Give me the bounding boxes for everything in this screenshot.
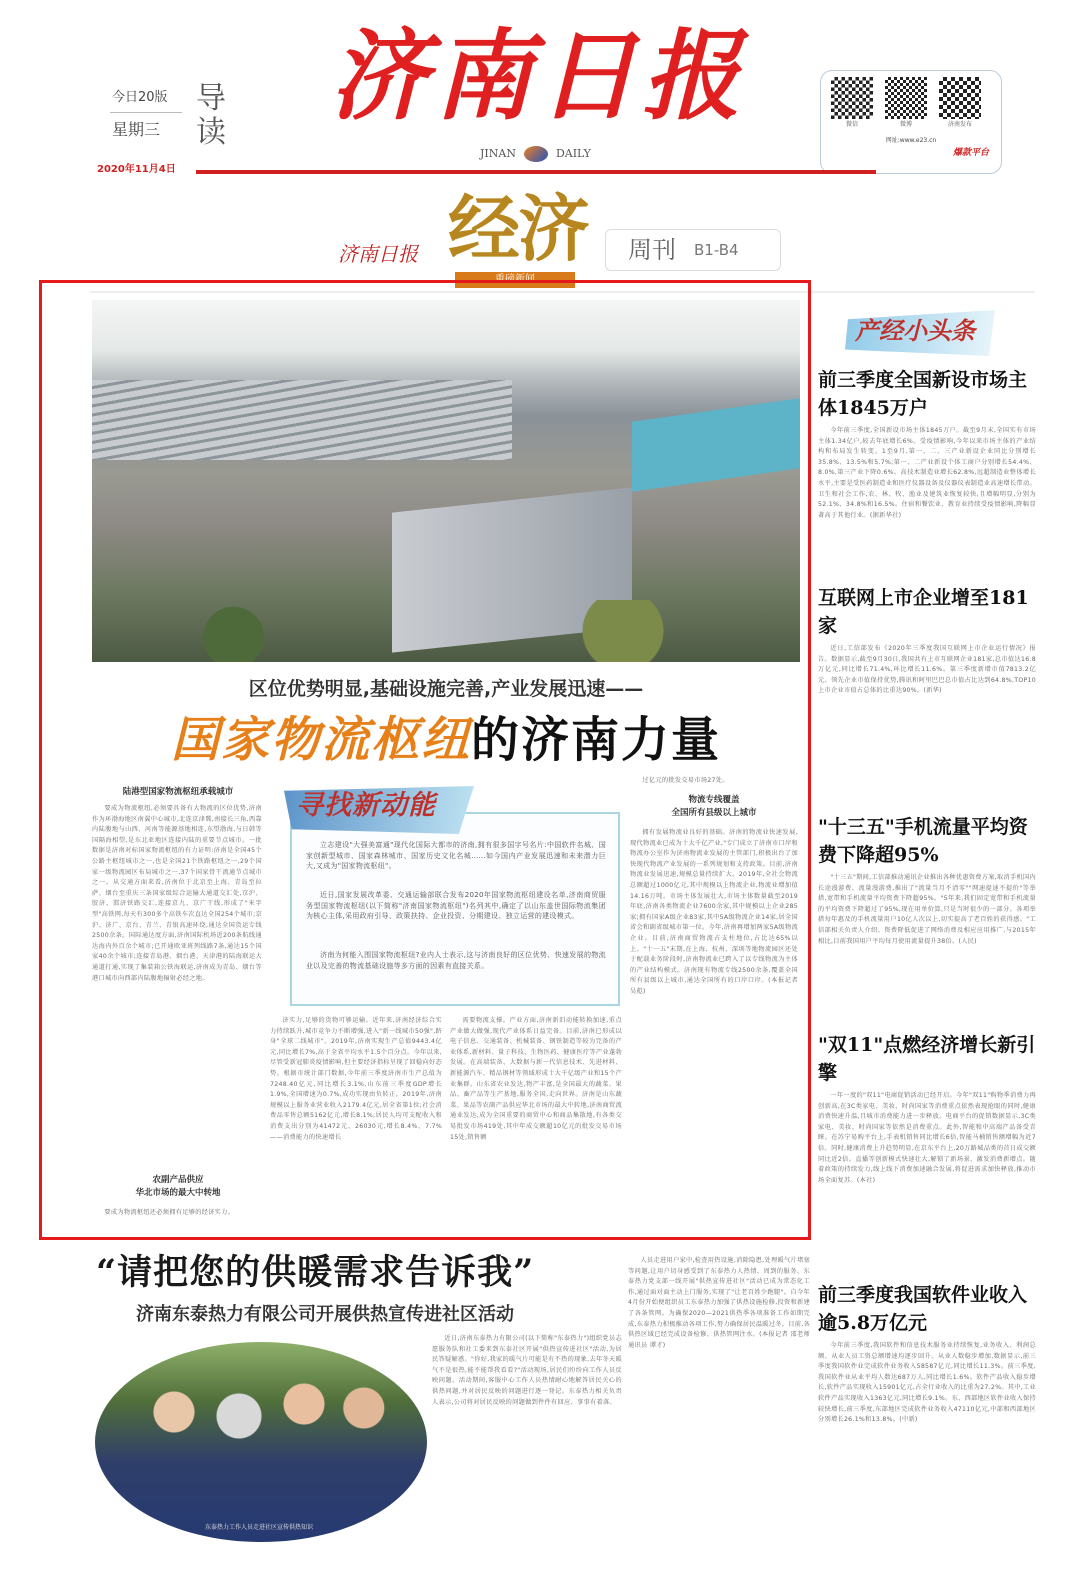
photo-caption: 东泰热力工作人员走进社区宣传供热知识 [205,1524,314,1531]
bottom-headline: “请把您的供暖需求告诉我” [96,1252,535,1293]
issue-date: 2020年11月4日 [97,164,176,175]
sidebar-item-title[interactable]: 前三季度全国新设市场主体1845万户 [818,369,1028,419]
sidebar-item-title[interactable]: "十三五"手机流量平均资费下降超95% [818,816,1028,866]
article-col-1b: 要成为物流枢纽还必须拥有足够的经济实力。 [104,1209,235,1216]
subhead-2-line2: 华北市场的最大中转地 [135,1188,221,1198]
section-tag: 重磅新闻 [455,272,575,288]
sidebar-item [818,366,1036,574]
bottom-photo[interactable] [95,1342,427,1542]
qr-label: 济南发布 [947,121,972,128]
subhead-2-line1: 农副产品供应 [152,1175,204,1185]
sidebar-column [818,366,1036,1546]
qr-jinan-release[interactable] [939,77,981,129]
highlight-frame [39,280,811,1240]
people [135,1372,395,1452]
sidebar-item-title[interactable]: 互联网上市企业增至181家 [818,587,1029,637]
article-col-1: 要成为物流枢纽,必须要具备有大物流的区位优势,济南作为环渤海地区南翼中心城市,北连京津冀,南接长三角,西靠内陆腹地与山西、河南等能源基地相连,东望渤海,与日韩等国隔海相望,是东北亚地区连接内陆的重要节点城市。一批数据是济南对标国家物流枢纽的有力证明:济南是全国45个公路主枢纽城市之一,也是全国21个铁路枢纽之一,29个国家一级物流园区布局城市之一,37个国家骨干流通节点城市之一。从交通方面来看,济南位于北京至上海、青岛至拉萨、烟台至重庆三条国家级综合运输大通道交汇处,京沪、胶济、邯济铁路交汇,连接京九、京广干线,形成了"米字型"高铁网,每天有300多个高铁车次直达全国254个城市;京沪、济广、京台、青兰、青银高速环绕,通达全国货运专线2500余条。国际通达度方面,济南国际机场近200条航线通达海内外百余个城市;已开通欧亚班列线路7条,通达15个国家40余个城市;连接青岛港、烟台港、天津港的陆海联运大通道打通,实现了集装箱公铁海联运,济南成为青岛、烟台等港口城市向西部内陆腹地辐射必经之地。 [92,805,262,982]
sidebar-item-text: 今年前三季度,全国新设市场主体1845万户。截至9月末,全国实有市场主体1.34亿户,较去年底增长6%。受疫情影响,今年以来市场主体的产业结构和布局发生转变。1至9月,第一、二、三产业新设企业同比分别增长35.8%、13.5%和5.7%;第一、二产业新设个体工商户分别增长54.4%、8.0%,第三产业下降0.6%。高技术制造业增长62.8%,远超制造业整体增长水平,主要是受医药制造业和医疗仪器设备及仪器仪表制造业高速增长带动。卫生和社会工作,农、林、牧、渔业及建筑业恢复较快,且增幅明显,分别为52.1%、34.8%和16.5%。住宿和餐饮业、教育业持续受疫情影响,降幅显著高于其他行业。(据新华社) [818,427,1036,519]
title-en-right: DAILY [555,147,591,160]
section-name: 经济 [448,186,589,271]
sidebar-item [818,813,1036,1021]
masthead-title: 济南日报 [330,19,747,134]
logo-icon [524,146,548,162]
subhead-1: 陆港型国家物流枢纽承载城市 [122,787,234,797]
subhead-3-line1: 物流专线覆盖 [688,795,740,805]
sidebar-item-text: 今年前三季度,我国软件和信息技术服务业持续恢复,业务收入、利润总额、从业人员工资总额增速均逐步回升。从业人数稳步增加,数据显示,前三季度我国软件业完成软件业务收入58587亿元,同比增长11.3%。前三季度,我国软件业从业平均人数达687万人,同比增长1.6%。软件产品收入稳步增长,软件产品实现收入15901亿元,占全行业收入的比重为27.2%。其中,工业软件产品实现收入1363亿元,同比增长9.1%。东、西部地区软件业收入保持较快增长,前三季度,东部地区完成软件业务收入47110亿元,中部和西部地区分别增长26.1%和13.8%。(中新) [818,1342,1036,1424]
sidebar-item-text: 近日,工信部发布《2020年三季度我国互联网上市企业运行情况》报告。数据显示,截至9月30日,我国共有上市互联网企业181家,总市值达16.8万亿元,同比增长71.4%,环比增长11.6%。第三季度新增市值7813.2亿元。领先企业市值保持优势,腾讯和阿里巴巴总市值占比达到64.8%,TOP10上市企业市值占总体的比重达90%。(新华) [818,645,1036,695]
bottom-subhead: 济南东泰热力有限公司开展供热宣传进社区活动 [136,1304,514,1325]
title-en-left: JINAN [480,147,516,160]
sidebar-item [818,1281,1036,1489]
bottom-col-2: 人员走进用户家中,检查用热设施,消除隐患,处理暖气片堵塞等问题,让用户切身感受到了东泰热力人热情、周到的服务。东泰热力党支部一线开展"供热宣传进社区"活动已成为常态化工作,通过面对面主动上门服务,实现了"让老百姓少跑腿"。自今年4月份开始便组织员工东泰热力加强了供热设施检修,投资和新建了各条管网。为确保2020—2021供热季各项准备工作如期完成,东泰热力积极推动各项工作,努力确保居民温暖过冬。目前,各供热区域已经完成设备检修、供热管网注水。(本报记者 邵老师 通讯员 谭才) [628,1257,810,1349]
qr-code-icon [939,77,981,119]
section-type: 周刊 [628,236,676,264]
qr-panel [820,70,1002,174]
section-paper-name: 济南日报 [338,242,418,266]
sidebar-item-title[interactable]: 前三季度我国软件业收入逾5.8万亿元 [818,1284,1028,1334]
sidebar-banner-text: 产经小头条 [855,316,975,345]
edition-count: 今日20版 [112,90,168,105]
sidebar-item-text: 一年一度的"双11"电商促销活动已经开启。今年"双11"购物季消费力再创新高,在3C类家电、美妆、时尚国家等消费重点依然表现抢眼的同时,健康消费快速升温,且城市消费能力进一步释放。电商平台的促销数据显示,3C类家电、美妆、时尚国家等依然是消费重点。此外,智能和中高端产品备受青睐。在苏宁易购平台上,手表机销售同比增长6倍,智能马桶销售额增幅为近7倍。同时,健康消费上升趋势明显,在京东平台上,20万路城品类的首日成交额同比近2倍。直播等创新模式快速壮大,解锁了新场景、激发消费新增点。随着政策的持续发力,线上线下消费加速融合发展,将促进需求加快释放,推动市场全面复苏。(本社) [818,1092,1036,1184]
section-pages: B1-B4 [694,241,739,259]
sidebar-item-title[interactable]: "双11"点燃经济增长新引擎 [818,1034,1036,1084]
article-col-4: 拥有发展物流业良好的基础。济南的物流业快速发展,现代物流业已成为十大千亿产业,"专门成立了济南市口岸和物流办公室作为济南物流业发展的主管部门,积极出台了加快现代物流产业发展的一系列规划和支持政策。目前,济南物流业发展迅速,规模总量持续扩大。2019年,全社会物流总额超过1000亿元,其中规模以上物流企业,物流业增加值14.16万吨。市场主体发展壮大,市场主体数量截至2019年底,济南各类物流企业7600余家,其中规模以上企业285家;拥有国家A级企业83家,其中5A级物流企业14家,居全国省会和副省级城市第一位。今年,济南再增加两家5A级物流企业。目前,济南商贸物流占支柱地位,占比达65%以上。"十一五"末期,在上海、杭州、深圳等地物流园区还处于配载业务阶段时,济南物流业已跨入了以专线物流为主体的产业结构模式。济南现有物流专线2500余条,覆盖全国所有县级以上城市,通达全国所有的口岸口岸。(本报记者 吴彪) [630,829,798,995]
masthead-english [480,146,591,162]
article-col-2: 济实力,足够的货物可够运输。近年来,济南经济综合实力持续跃升,城市竞争力不断增强,进入"新一线城市50强",跻身"全球二线城市"。2019年,济南实现生产总值9443.4亿元,同比增长7%,高于全省平均水平1.5个百分点。今年以来,尽管受新冠肺炎疫情影响,但主要经济指标呈现了回稳向好态势。根据市统计部门数据,今年前三季度济南市生产总值为7248.40亿元,同比增长3.1%,山东前三季度GDP增长1.9%,全国增速为0.7%,成功实现由负转正。2019年,济南规模以上服务业营业收入2179.4亿元,居全省第1位;社会消费品零售总额5162亿元,增长8.1%;居民人均可支配收入和消费支出分别为41472元、26030元,增长8.4%、7.7%——消费能力的快速增长 [270,1017,442,1141]
sidebar-item-text: "十三五"期间,工信部推动通讯企业推出各种优惠资费方案,取消手机国内长途漫游费、流量漫游费,推出了"流量当月不清零""网速提速不提价"等举措,宽带和手机流量平均资费下降超95%。"5年来,我们固定宽带和手机流量的平均资费下降超过了95%,现在用单价算,只是当时很少的一部分。各项举措每年惠及的手机流量用户10亿人次以上,切实提高了老百姓的获得感。"工信部相关负责人介绍。资费降低促进了网络消费及相应应用推广,与2015年相比,目前我国用户平均每月使用流量提升38倍。(人民) [818,874,1036,945]
edition-divider [110,112,182,113]
article-col-4a: 过亿元的批发交易市场27处。 [642,777,729,784]
box-para-3: 济南为何能入围国家物流枢纽?业内人士表示,这与济南良好的区位优势、快速发展的物流业以及完善的物流基础设施等多方面的因素有直接关系。 [306,951,606,970]
headline-rest: 的济南力量 [471,712,722,768]
qr-label: 微博 [899,121,912,128]
box-para-1: 立志建设"大强美富通"现代化国际大都市的济南,拥有很多国字号名片:中国软件名城、国家创新型城市、国家森林城市、国家历史文化名城……如今国内产业发展迅速和未来潜力巨大,又成为"国家物流枢纽"。 [306,841,606,871]
weekday: 星期三 [112,120,161,139]
platform-logo: 爆款平台 [952,148,989,158]
sidebar-item [818,1031,1036,1271]
masthead-rule [196,170,876,174]
qr-code-icon [885,77,927,119]
guide-label[interactable]: 导读 [196,81,226,150]
subhead-3-line2: 全国所有县级以上城市 [671,808,757,818]
qr-label: 微信 [845,121,858,128]
headline-accent: 国家物流枢纽 [170,712,471,768]
box-para-2: 近日,国家发展改革委、交通运输部联合发布2020年国家物流枢纽建设名单,济南商贸服务型国家物流枢纽(以下简称"济南国家物流枢纽")名列其中,确定了以山东盖世国际物流集团为核心主体,采用政府引导、政策扶持、企业投资、分期建设、独立运营的建设模式。 [306,891,606,921]
bottom-col-1: 近日,济南东泰热力有限公司(以下简称"东泰热力")组织党员志愿服务队和社工委来到东泰社区开展"供热宣传进社区"活动,为居民答疑解惑。"你好,我家的暖气片可能是有不热的现象,去年冬天暖气不是很热,能不能帮我看看?"活动现场,居民们纷纷向工作人员反映问题。活动期间,客服中心工作人员热情耐心地解答居民关心的供热问题,并对居民反映的问题进行逐一登记。东泰热力相关负责人表示,公司将对居民反映的问题做到件件有回应、事事有着落。 [432,1335,622,1406]
box-title: 寻找新动能 [296,790,436,821]
section-box [605,229,781,271]
qr-code-icon [831,77,873,119]
qr-weibo[interactable] [885,77,927,129]
article-col-3: 需要物流支撑。产业方面,济南新旧动能转换加速,重点产业做大做强,现代产业体系日益完备。目前,济南已形成以电子信息、交通装备、机械装备、钢铁制造等较为完备的产业体系,新材料、量子科技、生物医药、健康医疗等产业蓬勃发展。在高端装备、大数据与新一代信息技术、先进材料、新能源汽车、精品钢材等领域形成十大千亿级产业和15个产业集群。山东省农业发达,物产丰富,是全国最大的蔬菜、果品、畜产品等生产基地,服务全国,走向世界。济南是山东蔬菜、果品等农副产品供应华北市场的最大中转地,济南商贸流通业发达,成为全国重要的商贸中心和商品集散地,有各类交易批发市场419处,其中年成交额超10亿元的批发交易市场15处,销售额 [450,1017,622,1141]
website[interactable]: 网址:www.e23.cn [885,137,937,144]
qr-wechat[interactable] [831,77,873,129]
main-kicker: 区位优势明显,基础设施完善,产业发展迅速—— [248,678,644,700]
sidebar-item [818,584,1036,803]
